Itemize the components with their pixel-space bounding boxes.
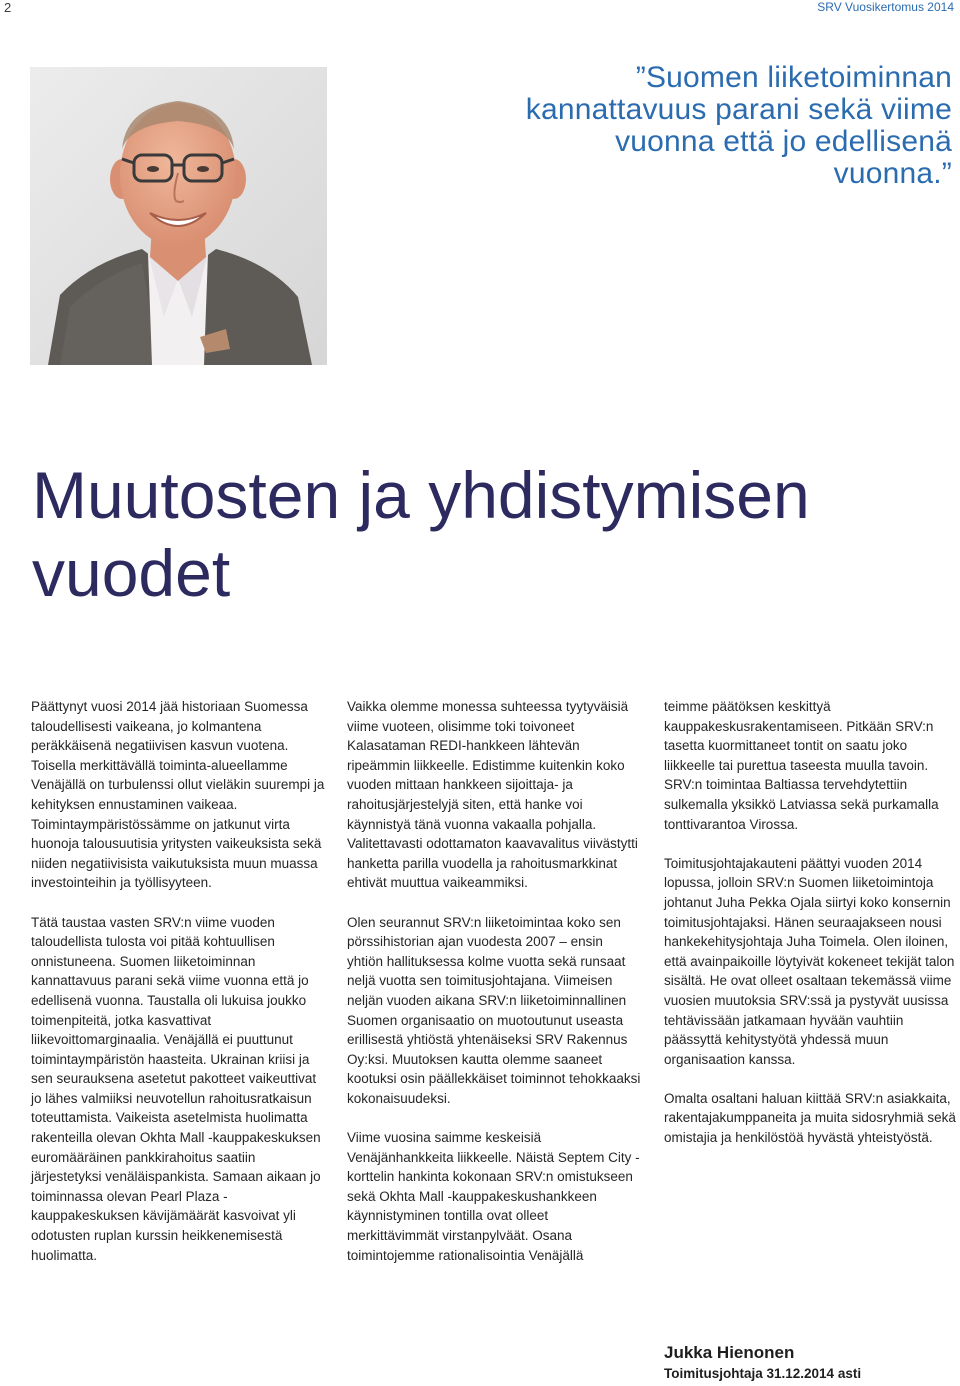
- signature-name: Jukka Hienonen: [664, 1343, 795, 1362]
- paragraph: Olen seurannut SRV:n liiketoimintaa koko sen pörssihistorian ajan vuodesta 2007 – ensin yhtiön hallituksessa kolme vuotta sekä runsaat neljä vuotta sen toimitusjohtajana. Viimeisen neljän vuoden aikana SRV:n liiketoiminnallinen Suomen organisaatio on muotoutunut useasta erillisestä yhtiöstä yhtenäiseksi SRV Rakennus Oy:ksi. Muutoksen kautta olemme saaneet kootuksi osin päällekkäiset toiminnot tehokkaaksi kokonaisuudeksi.: [347, 914, 641, 1106]
- paragraph: Omalta osaltani haluan kiittää SRV:n asiakkaita, rakentajakumppaneita ja muita sidosryhmiä sekä omistajia ja henkilöstöä hyvästä yhteistyöstä.: [664, 1090, 956, 1146]
- publication-title: SRV Vuosikertomus 2014: [817, 0, 954, 14]
- paragraph: teimme päätöksen keskittyä kauppakeskusrakentamiseen. Pitkään SRV:n tasetta kuormittaneet tontit on saatu joko liikkeelle tai purettua taseesta muulla tavoin. SRV:n toimintaa Baltiassa tervehdytettiin sulkemalla yksikkö Latviassa sekä purkamalla tonttivarantoa Virossa.: [664, 699, 939, 832]
- signature-title: Toimitusjohtaja 31.12.2014 asti: [664, 1366, 862, 1381]
- paragraph: Päättynyt vuosi 2014 jää historiaan Suomessa taloudellisesti vaikeana, jo kolmantena peräkkäisenä negatiivisen kasvun vuotena. Toisella merkittävällä toiminta-alueellamme Venäjällä on turbulenssi ollut vieläkin suurempi ja kehityksen ennustaminen vaikeaa. Toimintaympäristössämme on jatkunut virta huonoja talousuutisia yritysten vaikeuksista sekä niiden negatiivisista vaikutuksista muun muassa investointeihin ja työllisyyteen.: [31, 699, 325, 891]
- paragraph: Viime vuosina saimme keskeisiä Venäjänhankkeita liikkeelle. Näistä Septem City -korttelin hankinta kokonaan SRV:n omistukseen sekä Okhta Mall -kauppakeskushankkeen käynnistyminen tontilla ovat olleet merkittävimmät virstanpylväät. Osana toimintojemme rationalisointia Venäjällä: [347, 1130, 640, 1263]
- text-column-2: [347, 697, 642, 1285]
- paragraph: Vaikka olemme monessa suhteessa tyytyväisiä viime vuoteen, olisimme toki toivoneet Kalasataman REDI-hankkeen lähtevän ripeämmin liikkeelle. Edistimme kuitenkin koko vuoden mittaan hankkeen sijoittaja- ja rahoitusjärjestelyjä siten, että hanke voi käynnistyä tänä vuonna vakaalla pohjalla. Valitettavasti odottamaton kaavavalitus viivästytti hanketta parilla vuodella ja rahoitusmarkkinat ehtivät muuttua vaikeammiksi.: [347, 699, 638, 891]
- text-column-1: [31, 697, 326, 1285]
- page-number: 2: [4, 0, 12, 15]
- pull-quote: ”Suomen liiketoiminnan kannattavuus parani sekä viime vuonna että jo edellisenä vuonna.”: [525, 61, 952, 190]
- page-headline: Muutosten ja yhdistymisen vuodet: [32, 458, 810, 610]
- paragraph: Tätä taustaa vasten SRV:n viime vuoden taloudellista tulosta voi pitää kohtuullisen onnistuneena. Suomen liiketoiminnan kannattavuus parani sekä viime vuonna että jo edellisenä vuonna. Taustalla oli lukuisa joukko toimenpiteitä, jotka kasvattivat liikevoittomarginaalia. Venäjällä ei puuttunut toimintaympäristön haasteita. Ukrainan kriisi ja sen seurauksena asetetut pakotteet vaikeuttivat jo lähes valmiiksi neuvotellun rahoitusratkaisun toteuttamista. Vaikeista asetelmista huolimatta rakenteilla olevan Okhta Mall -kauppakeskuksen euromääräinen pankkirahoitus saatiin järjestetyksi venäläispankista. Samaan aikaan jo toiminnassa olevan Pearl Plaza -kauppakeskuksen kävijämäärät kasvoivat yli odotusten ruplan kurssin heikkenemisestä huolimatta.: [31, 914, 321, 1263]
- paragraph: Toimitusjohtajakauteni päättyi vuoden 2014 lopussa, jolloin SRV:n Suomen liiketoimintoja johtanut Juha Pekka Ojala siirtyi koko konsernin toimitusjohtajaksi. Hänen seuraajakseen nousi hankekehitysjohtaja Juha Toimela. Olen iloinen, että avainpaikoille löytyivät kokeneet tekijät talon sisältä. He ovat olleet osaltaan tekemässä viime vuosien muutoksia SRV:ssä ja pystyvät uusissa tehtävissään jatkamaan hyvään vauhtiin päässyttä kehitystyötä yhdessä muun organisaation kanssa.: [664, 855, 955, 1067]
- portrait-photo: [30, 67, 327, 365]
- signature-block: [664, 1342, 954, 1384]
- text-column-3: [664, 697, 959, 1167]
